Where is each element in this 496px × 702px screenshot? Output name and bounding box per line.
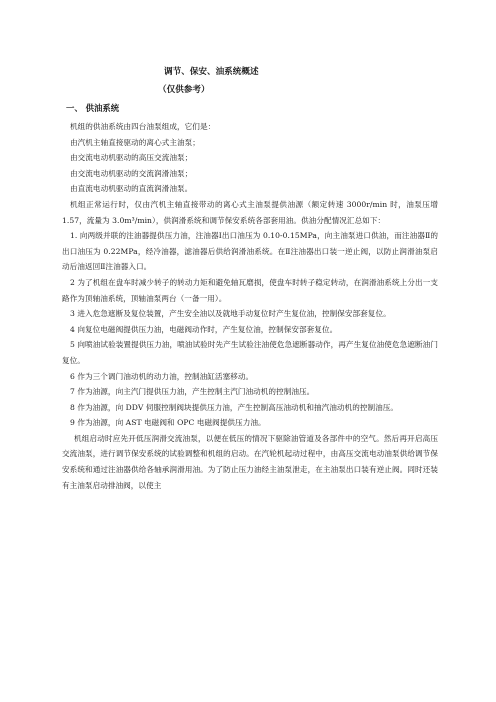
paragraph: 3 进入危急遮断及复位装置，产生安全油以及就地手动复位时产生复位油，控制保安部套复位。 — [70, 309, 391, 319]
paragraph: 6 作为三个调门油动机的动力油，控制油缸活塞移动。 — [70, 371, 254, 381]
paragraph: 由直流电动机驱动的直流润滑油泵。 — [70, 184, 193, 194]
paragraph: 由交流电动机驱动的交流润滑油泵； — [70, 168, 193, 178]
paragraph: 机组正常运行时，仅由汽机主轴直接带动的离心式主油泵提供油源（额定转速 3000r/min 时，油泵压增 1.57，流量为 3.0m³/min），供润滑系统和调节保安系统各部套用油。供油分配情况汇总如下： — [62, 199, 438, 225]
paragraph: 7 作为油源，向主汽门提供压力油，产生控制主汽门油动机的控制油压。 — [70, 387, 315, 397]
paragraph: 5 向喷油试验装置提供压力油，喷油试验时先产生试验注油使危急遮断器动作，再产生复位油使危急遮断油门复位。 — [62, 340, 438, 365]
paragraph: 由汽机主轴直接驱动的离心式主油泵； — [70, 137, 200, 147]
paragraph: 9 作为油源，向 AST 电磁阀和 OPC 电磁阀提供压力油。 — [70, 418, 266, 428]
document-title: 调节、保安、油系统概述 — [164, 67, 259, 77]
paragraph: 2 为了机组在盘车时减少转子的转动力矩和避免轴瓦磨损，使盘车时转子稳定转动，在润滑油系统上分出一支路作为顶轴油系统，顶轴油泵两台（一备一用）。 — [62, 277, 438, 303]
paragraph: 由交流电动机驱动的高压交流油泵； — [70, 153, 193, 163]
paragraph: 1. 向两级并联的注油器提供压力油，注油器Ⅰ出口油压为 0.10-0.15MPa，向主油泵进口供油，而注油器Ⅱ的出口油压为 0.22MPa，经冷油器，滤油器后供给润滑油系统。在Ⅱ注油器出口装一逆止阀，以防止润滑油泵启动后油返回Ⅱ注油器入口。 — [62, 231, 438, 272]
paragraph: 机组启动时应先开低压润滑交流油泵，以便在低压的情况下驱除油管道及各部件中的空气。然后再开启高压交流油泵，进行调节保安系统的试验调整和机组的启动。在汽轮机起动过程中，由高压交流电动油泵供给调节保安系统和通过注油器供给各轴承润滑用油。为了防止压力油经主油泵泄走，在主油泵出口装有逆止阀。同时还装有主油泵启动排油阀，以使主 — [62, 433, 438, 490]
paragraph: 机组的供油系统由四台油泵组成，它们是： — [70, 122, 216, 131]
section-heading-oil-supply: 一、 供油系统 — [66, 103, 120, 113]
paragraph: 4 向复位电磁阀提供压力油，电磁阀动作时，产生复位油，控制保安部套复位。 — [70, 324, 338, 334]
document-subtitle: （仅供参考） — [158, 85, 210, 95]
paragraph: 8 作为油源，向 DDV 伺服控制阀块提供压力油，产生控制高压油动机和抽汽油动机的控制油压。 — [70, 402, 399, 412]
